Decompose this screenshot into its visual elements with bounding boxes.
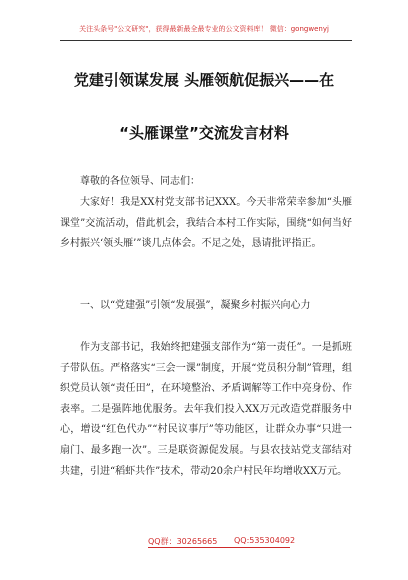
header-banner: 关注头条号"公文研究"，获得最新最全最专业的公文资料库！ 微信：gongwenyj	[79, 25, 329, 33]
header-divider	[60, 40, 352, 41]
section-1-body: 作为支部书记，我始终把建强支部作为“第一责任”。一是抓班子带队伍。严格落实“三会一课”制度，开展“党员积分制”管理，组织党员认领“责任田”，在环境整治、矛盾调解等工作中亮身份、作表率。二是强阵地优服务。去年我们投入XX万元改造党群服务中心，增设“红色代办”“村民议事厅”等功能区，让群众办事“只进一扇门、最多跑一次”。三是联资源促发展。与县农技站党支部结对共建，引进“稻虾共作”技术，带动20余户村民年均增收XX万元。	[60, 342, 352, 477]
section-1-heading: 一、以“党建强”引领“发展强”，凝聚乡村振兴向心力	[80, 300, 311, 311]
document-title-line-1: 党建引领谋发展 头雁领航促振兴——在	[73, 71, 335, 89]
intro-paragraph: 大家好！我是XX村党支部书记XXX。今天非常荣幸参加“头雁课堂”交流活动，借此机会，我结合本村工作实际，围绕“如何当好乡村振兴‘领头雁’”谈几点体会。不足之处，恳请批评指正。	[60, 197, 352, 250]
salutation: 尊敬的各位领导、同志们：	[80, 176, 200, 187]
footer-qq-group: QQ群：30265665	[148, 537, 218, 546]
document-title-line-2: “头雁课堂”交流发言材料	[119, 124, 289, 142]
footer-qq-number: QQ:535304092	[234, 536, 296, 545]
footer-underline	[148, 547, 290, 548]
